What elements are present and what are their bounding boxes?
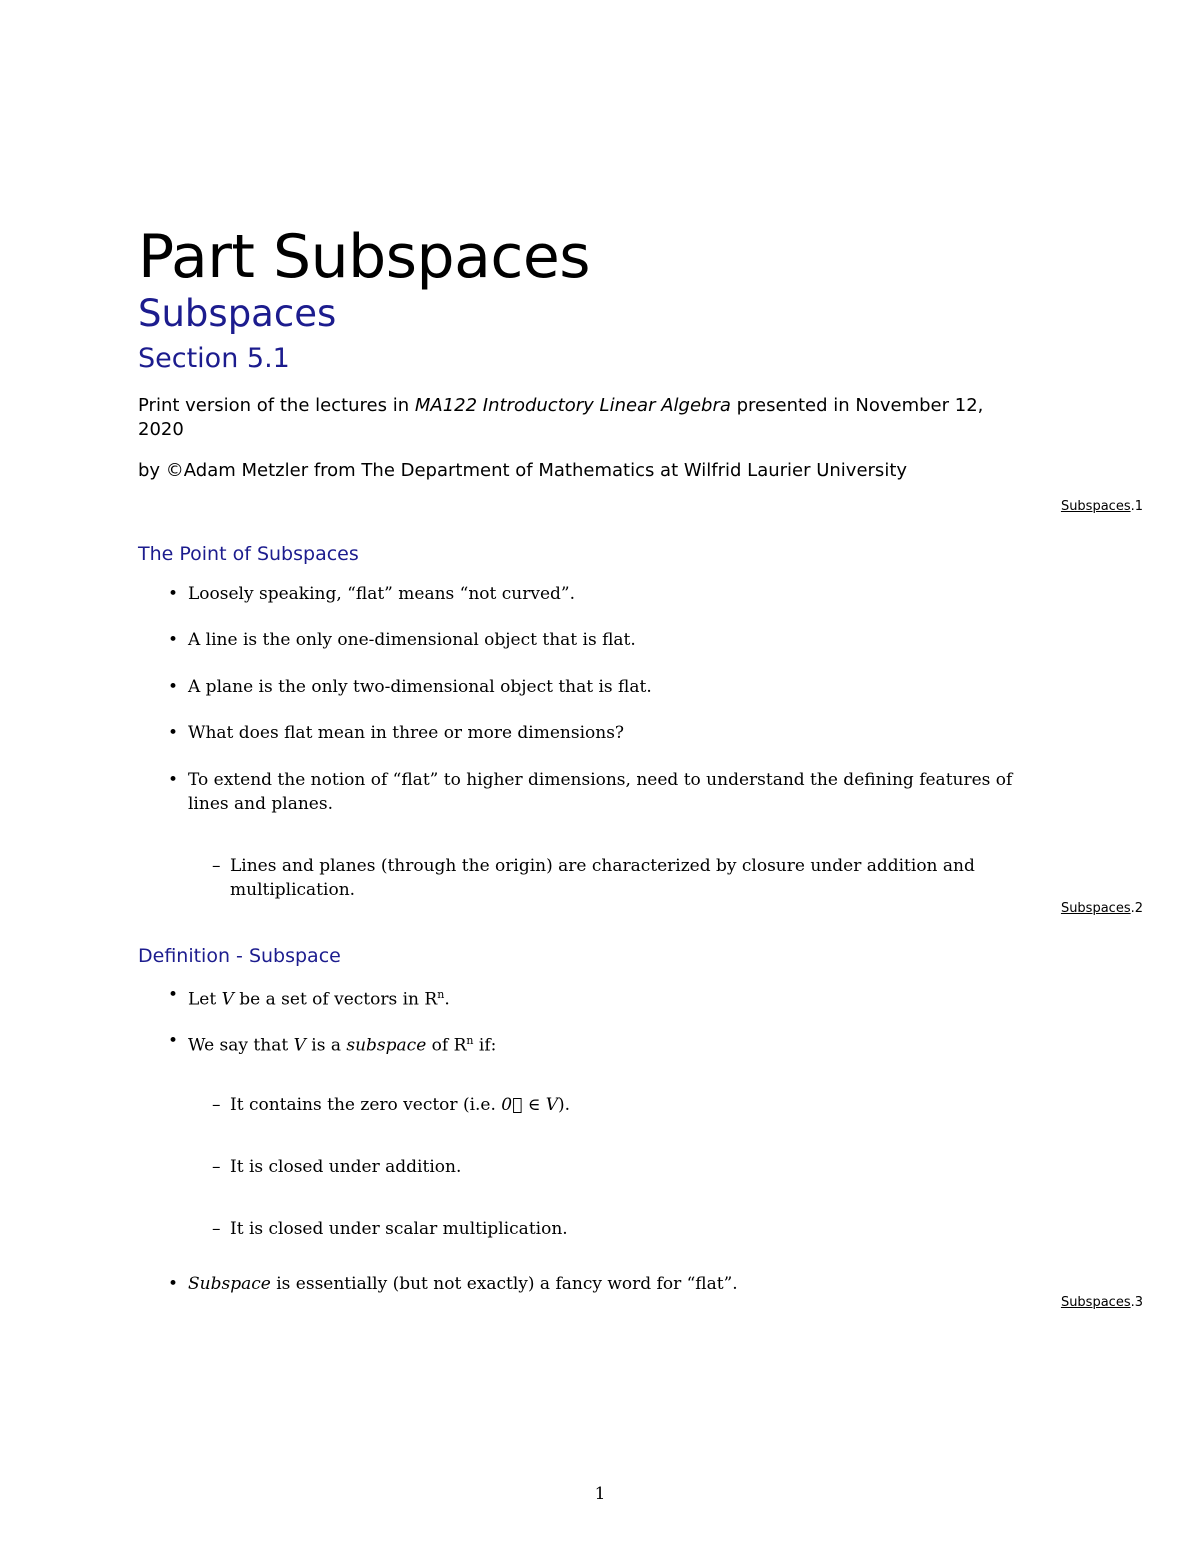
list-item: • We say that V is a subspace of $R^n$ if:: [168, 1031, 497, 1056]
sub-list-item: – It contains the zero vector (i.e. 0⃗ ∈ V).: [212, 1095, 571, 1115]
frame-title-point-of-subspaces: The Point of Subspaces: [138, 543, 359, 565]
subtitle: Subspaces: [138, 292, 337, 335]
list-item: • Let V be a set of vectors in $R^n$.: [168, 985, 450, 1010]
frame-label-1: Subspaces.1: [1060, 499, 1143, 514]
list-item: • A line is the only one-dimensional object that is flat.: [168, 630, 636, 650]
list-item: • A plane is the only two-dimensional object that is flat.: [168, 677, 652, 697]
page-number: 1: [594, 1484, 606, 1504]
list-item: • What does flat mean in three or more dimensions?: [168, 723, 625, 743]
frame-title-definition: Definition - Subspace: [138, 945, 341, 967]
list-item: • To extend the notion of “flat” to higher dimensions, need to understand the defining features of lines and planes.: [168, 770, 1013, 814]
sub-list-item: – It is closed under addition.: [212, 1157, 462, 1177]
list-item: • Loosely speaking, “flat” means “not curved”.: [168, 584, 575, 604]
list-item: • Subspace is essentially (but not exactly) a fancy word for “flat”.: [168, 1274, 738, 1294]
byline: by ©Adam Metzler from The Department of Mathematics at Wilfrid Laurier University: [138, 460, 908, 481]
part-title: Part Subspaces: [138, 222, 590, 292]
sub-list-item: – It is closed under scalar multiplication.: [212, 1219, 568, 1239]
frame-label-3: Subspaces.3: [1060, 1295, 1143, 1310]
frame-label-2: Subspaces.2: [1060, 901, 1143, 916]
print-version-note: Print version of the lectures in MA122 Introductory Linear Algebra presented in November 12, 2020: [138, 395, 984, 440]
sub-list-item: – Lines and planes (through the origin) are characterized by closure under addition and multiplication.: [212, 856, 975, 900]
section-title: Section 5.1: [138, 343, 290, 374]
course-name: MA122 Introductory Linear Algebra: [414, 395, 731, 416]
